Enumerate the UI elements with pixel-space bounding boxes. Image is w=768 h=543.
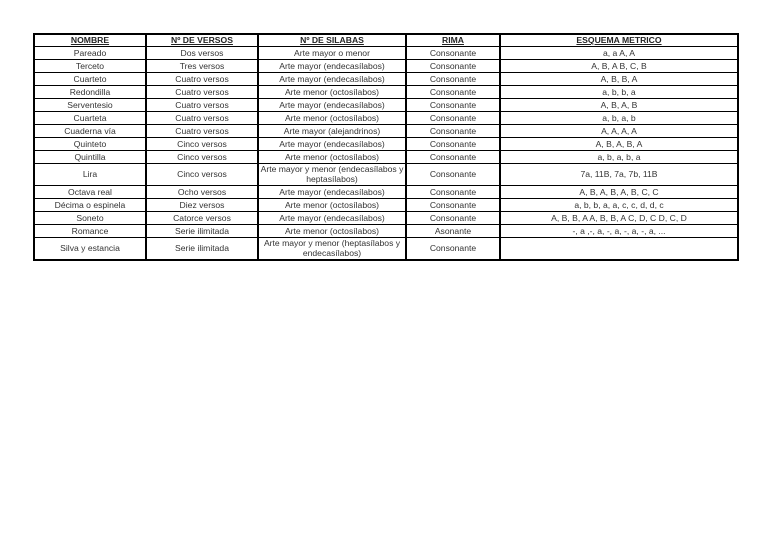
nombre-cell: Quintilla [34,151,146,164]
nombre-cell: Pareado [34,47,146,60]
esquema-cell: a, b, b, a [500,86,738,99]
rima-cell: Consonante [406,60,500,73]
rima-cell: Consonante [406,138,500,151]
header-cell-nombre: NOMBRE [34,34,146,47]
versos-cell: Cuatro versos [146,125,258,138]
silabas-cell: Arte mayor (endecasílabos) [258,212,406,225]
versos-cell: Tres versos [146,60,258,73]
esquema-cell: A, B, A, B [500,99,738,112]
esquema-cell: 7a, 11B, 7a, 7b, 11B [500,164,738,186]
rima-cell: Consonante [406,212,500,225]
spreadsheet-area [33,33,739,261]
rima-cell: Consonante [406,164,500,186]
table-row [34,151,738,164]
table-row [34,86,738,99]
nombre-cell: Cuarteto [34,73,146,86]
nombre-cell: Serventesio [34,99,146,112]
nombre-cell: Octava real [34,186,146,199]
esquema-cell: A, B, B, A [500,73,738,86]
esquema-cell: a, b, b, a, a, c, c, d, d, c [500,199,738,212]
silabas-cell: Arte mayor y menor (endecasílabos y heptasílabos) [258,164,406,186]
silabas-cell: Arte mayor (endecasílabos) [258,73,406,86]
versos-cell: Ocho versos [146,186,258,199]
esquema-cell: a, b, a, b [500,112,738,125]
table-row [34,138,738,151]
header-cell-versos: Nº DE VERSOS [146,34,258,47]
versos-cell: Cuatro versos [146,86,258,99]
silabas-cell: Arte mayor (endecasílabos) [258,60,406,73]
rima-cell: Consonante [406,99,500,112]
rima-cell: Consonante [406,125,500,138]
rima-cell: Consonante [406,73,500,86]
header-cell-esquema: ESQUEMA METRICO [500,34,738,47]
silabas-cell: Arte menor (octosílabos) [258,112,406,125]
header-row [34,34,738,47]
nombre-cell: Romance [34,225,146,238]
nombre-cell: Cuarteta [34,112,146,125]
table-row [34,99,738,112]
silabas-cell: Arte menor (octosílabos) [258,225,406,238]
versos-cell: Catorce versos [146,212,258,225]
esquema-cell: A, A, A, A [500,125,738,138]
silabas-cell: Arte menor (octosílabos) [258,86,406,99]
nombre-cell: Décima o espinela [34,199,146,212]
table-row [34,112,738,125]
esquema-cell: A, B, A, B, A, B, C, C [500,186,738,199]
table-row [34,164,738,186]
silabas-cell: Arte menor (octosílabos) [258,199,406,212]
versos-cell: Cinco versos [146,138,258,151]
silabas-cell: Arte mayor (alejandrinos) [258,125,406,138]
silabas-cell: Arte mayor (endecasílabos) [258,186,406,199]
silabas-cell: Arte mayor (endecasílabos) [258,138,406,151]
nombre-cell: Cuaderna vía [34,125,146,138]
esquema-cell: a, a A, A [500,47,738,60]
versos-cell: Cinco versos [146,151,258,164]
table-row [34,212,738,225]
esquema-cell [500,238,738,261]
esquema-cell: a, b, a, b, a [500,151,738,164]
esquema-cell: A, B, A, B, A [500,138,738,151]
nombre-cell: Terceto [34,60,146,73]
esquema-cell: -, a ,-, a, -, a, -, a, -, a, ... [500,225,738,238]
nombre-cell: Soneto [34,212,146,225]
rima-cell: Consonante [406,112,500,125]
versos-cell: Diez versos [146,199,258,212]
table-row [34,47,738,60]
nombre-cell: Silva y estancia [34,238,146,261]
table-row [34,225,738,238]
poetic-forms-table [33,33,739,261]
table-row [34,125,738,138]
versos-cell: Cuatro versos [146,112,258,125]
rima-cell: Consonante [406,86,500,99]
rima-cell: Consonante [406,238,500,261]
versos-cell: Serie ilimitada [146,238,258,261]
silabas-cell: Arte mayor y menor (heptasílabos y endecasílabos) [258,238,406,261]
rima-cell: Asonante [406,225,500,238]
versos-cell: Dos versos [146,47,258,60]
silabas-cell: Arte menor (octosílabos) [258,151,406,164]
table-row [34,73,738,86]
rima-cell: Consonante [406,151,500,164]
rima-cell: Consonante [406,199,500,212]
rima-cell: Consonante [406,186,500,199]
esquema-cell: A, B, A B, C, B [500,60,738,73]
esquema-cell: A, B, B, A A, B, B, A C, D, C D, C, D [500,212,738,225]
silabas-cell: Arte mayor o menor [258,47,406,60]
table-row [34,186,738,199]
nombre-cell: Redondilla [34,86,146,99]
header-cell-silabas: Nº DE SILABAS [258,34,406,47]
rima-cell: Consonante [406,47,500,60]
header-cell-rima: RIMA [406,34,500,47]
versos-cell: Cuatro versos [146,73,258,86]
versos-cell: Serie ilimitada [146,225,258,238]
silabas-cell: Arte mayor (endecasílabos) [258,99,406,112]
table-row [34,199,738,212]
table-row [34,238,738,261]
nombre-cell: Lira [34,164,146,186]
table-row [34,60,738,73]
nombre-cell: Quinteto [34,138,146,151]
table-body [34,47,738,261]
versos-cell: Cinco versos [146,164,258,186]
versos-cell: Cuatro versos [146,99,258,112]
